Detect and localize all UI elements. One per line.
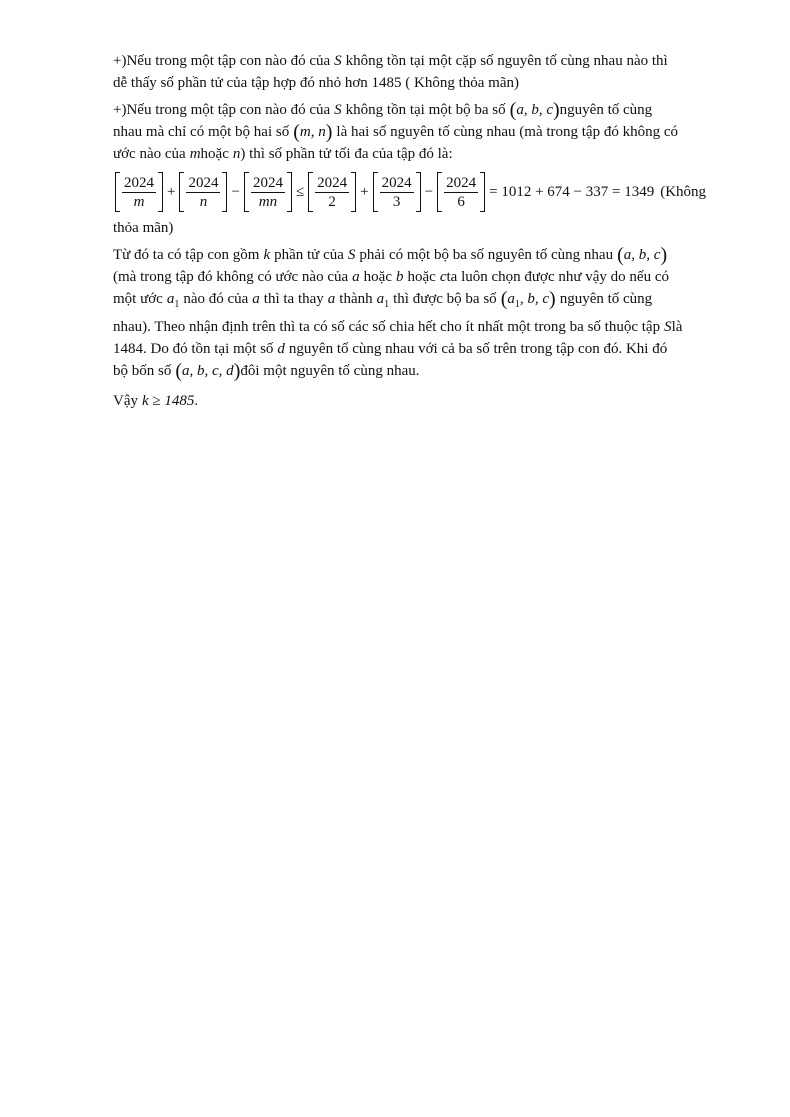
floor-2024-over-2: $\frac{2024}{2}$ (308, 170, 356, 214)
floor-2024-over-3: $\frac{2024}{3}$ (373, 170, 421, 214)
floor-2024-over-n: $\frac{2024}{n}$ (179, 170, 227, 214)
document-page (113, 50, 723, 417)
conclusion-inequality: k ≥ 1485 (142, 393, 195, 409)
formula-result: = 1012 + 674 − 337 = 1349 (489, 184, 655, 200)
paragraph-main-argument: Từ đó ta có tập con gồm k phần tử của S phải có một bộ ba số nguyên tố cùng nhau (a, b, c) (mà trong tập đó không có ước nào của a hoặc b hoặc cta luôn chọn được như vậy do nếu có một ước $a_1$ nào đó của a thì ta thay a thành $a_1$ thì được bộ ba số ($a_1$, b, c) nguyên tố cùng nhau). Theo nhận định trên thì ta có số các số chia hết cho ít nhất một trong ba số thuộc tập Slà 1484. Do đó tồn tại một số d nguyên tố cùng nhau với cả ba số trên trong tập con đó. Khi đó bộ bốn số (a, b, c, d)đôi một nguyên tố cùng nhau. (113, 244, 683, 382)
floor-2024-over-mn: $\frac{2024}{mn}$ (244, 170, 292, 214)
floor-inequality-formula: $\frac{2024}{m}$ + $\frac{2024}{n}$ − $\frac{2024}{mn}$ ≤ $\frac{2024}{2}$ + $\frac{2024}{3}$ − $\frac{2024}{6}$ = 1012 + 674 − 337 = 1349 (Không (113, 169, 723, 215)
floor-2024-over-m: $\frac{2024}{m}$ (115, 170, 163, 214)
floor-2024-over-6: $\frac{2024}{6}$ (437, 170, 485, 214)
paragraph-no-coprime-triple: +)Nếu trong một tập con nào đó của S không tồn tại một bộ ba số (a, b, c)nguyên tố cùng nhau mà chỉ có một bộ hai số (m, n) là hai số nguyên tố cùng nhau (mà trong tập đó không có ước nào của mhoặc n) thì số phần tử tối đa của tập đó là: $\frac{2024}{m}$ + $\frac{2024}{n}$ − $\frac{2024}{mn}$ ≤ $\frac{2024}{2}$ + $\frac{2024}{3}$ − $\frac{2024}{6}$ = 1012 + 674 − 337 = 1349 (Không thỏa mãn) (113, 99, 723, 239)
paragraph-conclusion: Vậy k ≥ 1485. (113, 393, 199, 409)
paragraph-no-coprime-pair: +)Nếu trong một tập con nào đó của S không tồn tại một cặp số nguyên tố cùng nhau nào thì dễ thấy số phần tử của tập hợp đó nhỏ hơn 1485 ( Không thỏa mãn) (113, 53, 668, 91)
